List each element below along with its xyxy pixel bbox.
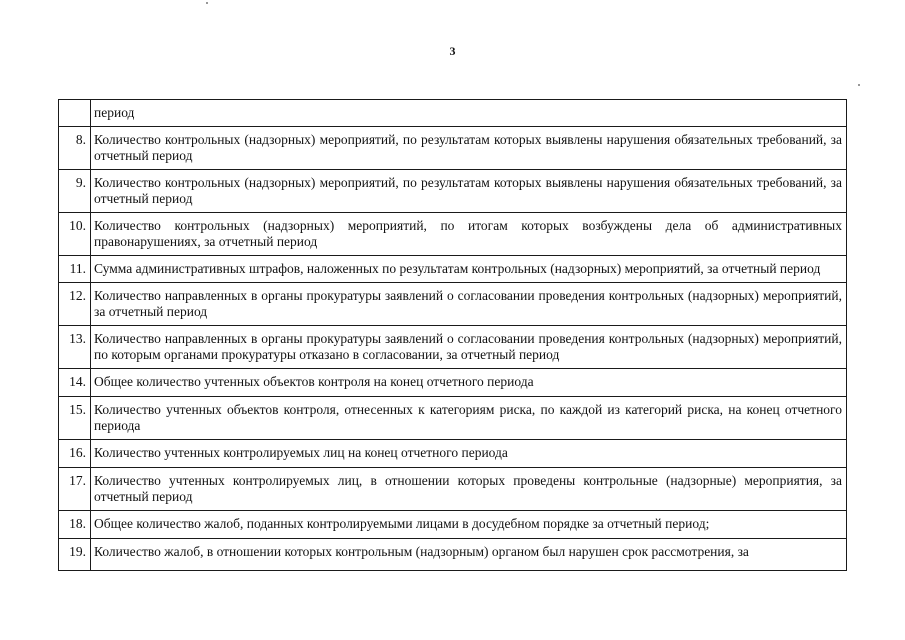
row-text: Количество направленных в органы прокуратуры заявлений о согласовании проведения контрольных (надзорных) мероприятий, по которым органами прокуратуры отказано в согласовании, за отчетный период (91, 326, 847, 369)
table-row (59, 283, 847, 326)
table-row (59, 256, 847, 283)
table-row (59, 369, 847, 397)
table-row (59, 539, 847, 571)
row-number: 15. (59, 397, 91, 440)
row-text: Количество учтенных объектов контроля, отнесенных к категориям риска, по каждой из категорий риска, на конец отчетного периода (91, 397, 847, 440)
scan-speck-top (206, 2, 208, 4)
table-row (59, 100, 847, 127)
row-text: Общее количество жалоб, поданных контролируемыми лицами в досудебном порядке за отчетный период; (91, 511, 847, 539)
table-row (59, 440, 847, 468)
row-number: 19. (59, 539, 91, 571)
table-row (59, 511, 847, 539)
row-text: Количество учтенных контролируемых лиц, в отношении которых проведены контрольные (надзорные) мероприятия, за отчетный период (91, 468, 847, 511)
row-number: 8. (59, 127, 91, 170)
row-number: 18. (59, 511, 91, 539)
row-text: Количество жалоб, в отношении которых контрольным (надзорным) органом был нарушен срок рассмотрения, за (91, 539, 847, 571)
row-number: 13. (59, 326, 91, 369)
row-number: 9. (59, 170, 91, 213)
row-text: Количество контрольных (надзорных) мероприятий, по итогам которых возбуждены дела об административных правонарушениях, за отчетный период (91, 213, 847, 256)
row-text: период (91, 100, 847, 127)
row-text: Общее количество учтенных объектов контроля на конец отчетного периода (91, 369, 847, 397)
row-text: Количество контрольных (надзорных) мероприятий, по результатам которых выявлены нарушения обязательных требований, за отчетный период (91, 170, 847, 213)
table-row (59, 326, 847, 369)
row-number: 11. (59, 256, 91, 283)
row-number: 16. (59, 440, 91, 468)
page-number: 3 (449, 44, 456, 58)
table-row (59, 468, 847, 511)
table-row (59, 127, 847, 170)
row-number: 14. (59, 369, 91, 397)
row-text: Сумма административных штрафов, наложенных по результатам контрольных (надзорных) мероприятий, за отчетный период (91, 256, 847, 283)
row-number: 12. (59, 283, 91, 326)
row-number: 17. (59, 468, 91, 511)
table-row (59, 397, 847, 440)
scan-speck-right (858, 84, 860, 86)
row-number: 10. (59, 213, 91, 256)
row-number (59, 100, 91, 127)
row-text: Количество учтенных контролируемых лиц на конец отчетного периода (91, 440, 847, 468)
row-text: Количество направленных в органы прокуратуры заявлений о согласовании проведения контрольных (надзорных) мероприятий, за отчетный период (91, 283, 847, 326)
table-row (59, 213, 847, 256)
table-row (59, 170, 847, 213)
row-text: Количество контрольных (надзорных) мероприятий, по результатам которых выявлены нарушения обязательных требований, за отчетный период (91, 127, 847, 170)
indicators-table (58, 99, 847, 571)
